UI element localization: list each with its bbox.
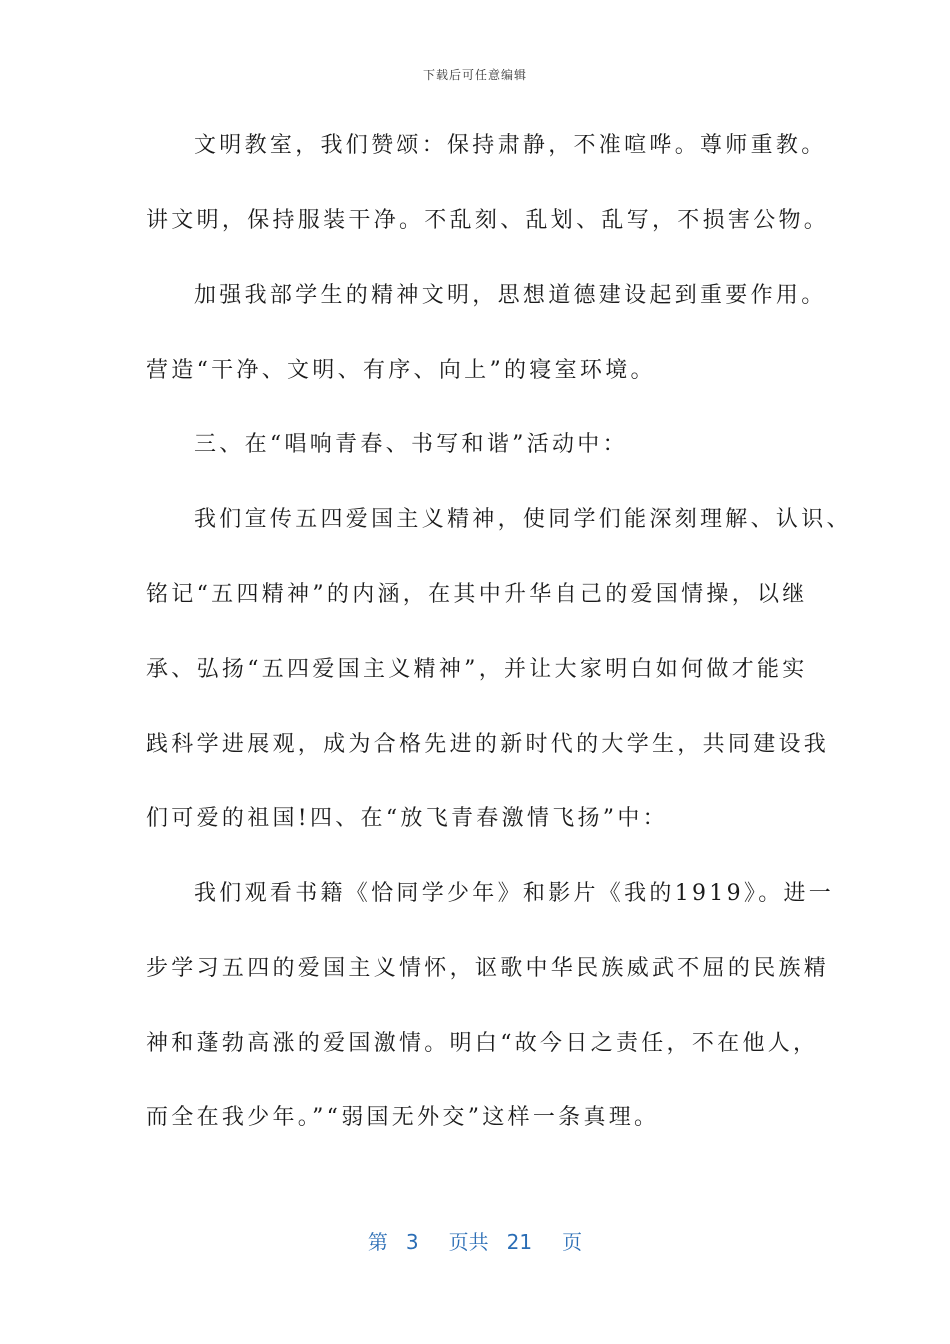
paragraph-line: 承、弘扬“五四爱国主义精神”，并让大家明白如何做才能实 bbox=[146, 657, 808, 682]
paragraph-line: 铭记“五四精神”的内涵，在其中升华自己的爱国情操，以继 bbox=[146, 582, 808, 607]
paragraph-line: 而全在我少年。”“弱国无外交”这样一条真理。 bbox=[146, 1105, 660, 1130]
paragraph-line: 践科学进展观，成为合格先进的新时代的大学生，共同建设我 bbox=[146, 732, 830, 757]
paragraph-line: 加强我部学生的精神文明，思想道德建设起到重要作用。 bbox=[194, 283, 827, 308]
paragraph-line: 们可爱的祖国!四、在“放飞青春激情飞扬”中： bbox=[146, 806, 668, 831]
paragraph-line: 我们观看书籍《恰同学少年》和影片《我的1919》。进一 bbox=[194, 881, 835, 906]
footer-page-mid: 页共 bbox=[448, 1230, 489, 1254]
footer-page-suffix: 页 bbox=[562, 1230, 583, 1254]
paragraph-line: 讲文明，保持服装干净。不乱刻、乱划、乱写，不损害公物。 bbox=[146, 208, 830, 233]
header-note: 下载后可任意编辑 bbox=[422, 68, 527, 82]
section-heading: 三、在“唱响青春、书写和谐”活动中： bbox=[194, 432, 628, 457]
footer-page-prefix: 第 bbox=[367, 1230, 388, 1254]
paragraph-line: 营造“干净、文明、有序、向上”的寝室环境。 bbox=[146, 358, 656, 383]
paragraph-line: 神和蓬勃高涨的爱国激情。明白“故今日之责任，不在他人， bbox=[146, 1031, 819, 1056]
paragraph-line: 步学习五四的爱国主义情怀，讴歌中华民族威武不屈的民族精 bbox=[146, 956, 830, 981]
paragraph-line: 我们宣传五四爱国主义精神，使同学们能深刻理解、认识、 bbox=[194, 507, 852, 532]
paragraph-line: 文明教室，我们赞颂：保持肃静，不准喧哗。尊师重教。 bbox=[194, 133, 827, 158]
page-footer bbox=[0, 1226, 950, 1255]
footer-current-page: 3 bbox=[405, 1230, 419, 1254]
footer-total-pages: 21 bbox=[506, 1230, 533, 1254]
